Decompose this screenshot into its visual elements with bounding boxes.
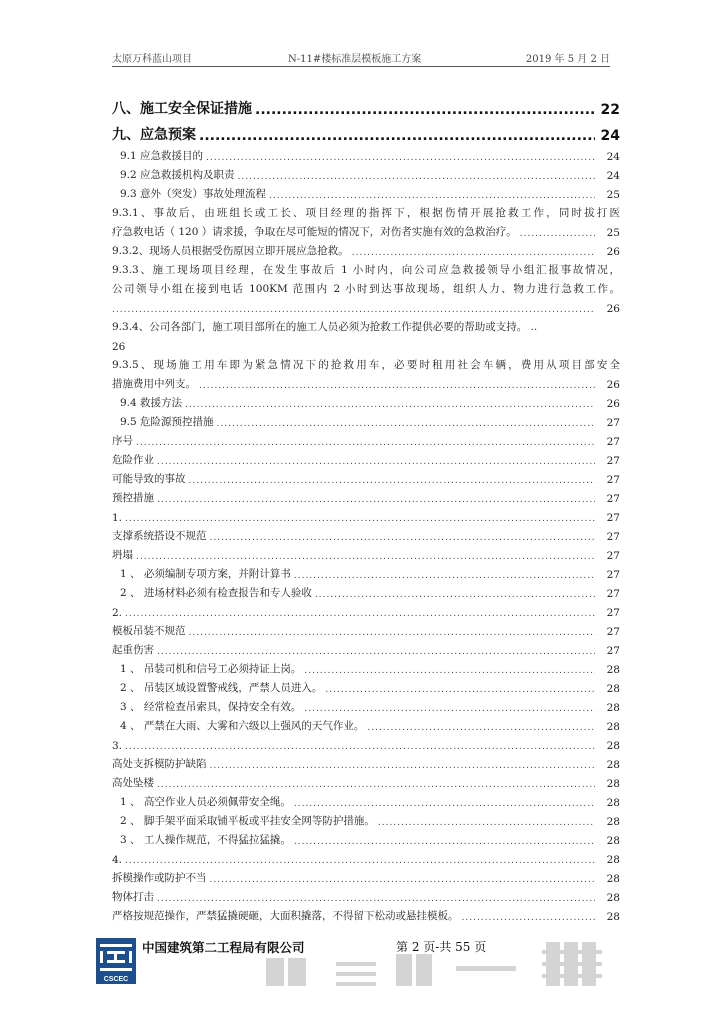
toc-major-text: 九、应急预案: [112, 127, 196, 143]
toc-item-continued[interactable]: 9.3.4、公司各部门，施工项目部所在的施工人员必须为抢救工作提供必要的帮助或支持。 ..: [112, 321, 538, 333]
toc-major-9[interactable]: [112, 118, 620, 144]
toc-item-continued[interactable]: 9.3.1、事故后，由班组长或工长、项目经理的指挥下，根据伤情开展抢救工作，同时拔打医: [112, 207, 620, 219]
toc-item[interactable]: 9.3 意外（突发）事故处理流程 ..... 25: [112, 182, 620, 201]
toc-item[interactable]: 1 、 高空作业人员必须佩带安全绳。 ..... 28: [112, 790, 620, 809]
toc-item[interactable]: 3 、 工人操作规范，不得猛拉猛撬。 ..... 28: [112, 828, 620, 847]
company-logo-icon: [96, 938, 136, 984]
toc-item[interactable]: 预控措施 ..... 27: [112, 486, 620, 505]
toc-item-continued[interactable]: 公司领导小组在接到电话 100KM 范围内 2 小时到达事故现场，组织人力、物力进行急救工作。: [112, 283, 620, 295]
toc-item-continued[interactable]: 9.3.5、现场施工用车即为紧急情况下的抢救用车，必要时租用社会车辆，费用从项目部安全: [112, 359, 620, 371]
toc-item[interactable]: ..... 26: [112, 296, 620, 315]
toc-item[interactable]: 支撑系统搭设不规范 ..... 27: [112, 524, 620, 543]
toc-item[interactable]: 2 、 进场材料必须有检查报告和专人验收 ..... 27: [112, 581, 620, 600]
toc-item[interactable]: 4 、 严禁在大雨、大雾和六级以上强风的天气作业。 ..... 28: [112, 714, 620, 733]
toc-item[interactable]: 1 、 必须编制专项方案，并附计算书 ..... 27: [112, 562, 620, 581]
toc-major-8[interactable]: [112, 92, 620, 118]
toc-item[interactable]: 模板吊装不规范 ..... 27: [112, 619, 620, 638]
toc-item[interactable]: 9.2 应急救援机构及职责 ..... 24: [112, 163, 620, 182]
toc-item[interactable]: 9.5 危险源预控措施 ..... 27: [112, 410, 620, 429]
toc-item[interactable]: 坍塌 ..... 27: [112, 543, 620, 562]
toc-item[interactable]: 9.1 应急救援目的 ..... 24: [112, 144, 620, 163]
toc-item[interactable]: 2 、 吊装区域设置警戒线，严禁人员进入。 ..... 28: [112, 676, 620, 695]
header-project: 太原万科蓝山项目: [112, 54, 192, 65]
toc-item[interactable]: 1. ..... 27: [112, 505, 620, 524]
toc-item[interactable]: 序号 ..... 27: [112, 429, 620, 448]
toc-item[interactable]: 可能导致的事故 ..... 27: [112, 467, 620, 486]
header-date: 2019 年 5 月 2 日: [525, 54, 610, 65]
toc-item[interactable]: 起重伤害 ..... 27: [112, 638, 620, 657]
header-title: N-11#楼标准层模板施工方案: [288, 54, 422, 65]
toc-item[interactable]: 危险作业 ..... 27: [112, 448, 620, 467]
logo-text: CSCEC: [103, 976, 129, 983]
toc-item[interactable]: 严格按规范操作，严禁猛撬硬砸，大面积撬落，不得留下松动或悬挂模板。 ..... 28: [112, 904, 620, 923]
toc-item[interactable]: 措施费用中列支。 ..... 26: [112, 372, 620, 391]
company-name: 中国建筑第二工程局有限公司: [142, 940, 305, 955]
toc-major-text: 八、施工安全保证措施: [112, 101, 252, 117]
toc-item[interactable]: 9.4 救援方法 ..... 26: [112, 391, 620, 410]
toc-item[interactable]: 高处支拆模防护缺陷 ..... 28: [112, 752, 620, 771]
toc-item[interactable]: 3. ..... 28: [112, 733, 620, 752]
toc-item[interactable]: 物体打击 ..... 28: [112, 885, 620, 904]
toc-item[interactable]: 4. ..... 28: [112, 847, 620, 866]
toc-major-page: 22: [600, 102, 620, 118]
toc-item[interactable]: 2 、 脚手架平面采取铺平板或平挂安全网等防护措施。 ..... 28: [112, 809, 620, 828]
toc-item-continued[interactable]: 26: [112, 341, 126, 353]
toc-major-page: 24: [600, 128, 620, 144]
toc-item-continued[interactable]: 9.3.3、施工现场项目经理，在发生事故后 1 小时内，向公司应急救援领导小组汇报事故情况，: [112, 264, 620, 276]
toc-item[interactable]: 9.3.2、现场人员根据受伤原因立即开展应急抢救。 ..... 26: [112, 239, 620, 258]
toc-item[interactable]: 疗急救电话（ 120 ）请求援，争取在尽可能短的情况下，对伤者实施有效的急救治疗。 ..... 25: [112, 220, 620, 239]
toc-item[interactable]: 2. ..... 27: [112, 600, 620, 619]
toc-item[interactable]: 高处坠楼 ..... 28: [112, 771, 620, 790]
page-number: 第 2 页-共 55 页: [396, 940, 487, 954]
table-of-contents: [112, 92, 620, 923]
header-rule: [112, 66, 610, 67]
toc-item[interactable]: 1 、 吊装司机和信号工必须持证上岗。 ..... 28: [112, 657, 620, 676]
toc-item[interactable]: 拆模操作或防护不当 ..... 28: [112, 866, 620, 885]
page-header: [112, 50, 610, 64]
page-footer: [96, 930, 616, 990]
toc-item[interactable]: 3 、 经常检查吊索具，保持安全有效。 ..... 28: [112, 695, 620, 714]
